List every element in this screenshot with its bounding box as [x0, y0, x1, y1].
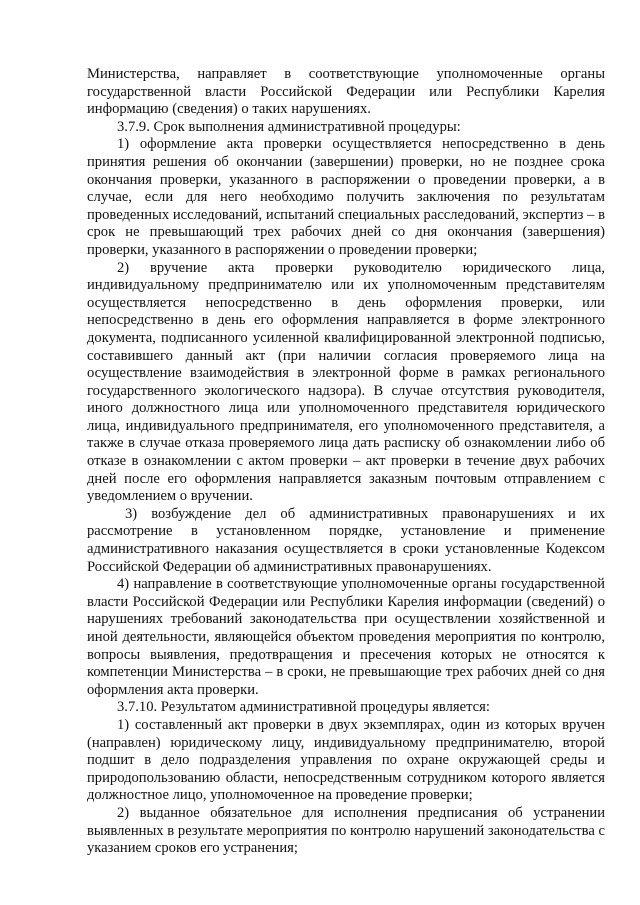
document-page	[87, 66, 605, 858]
paragraph-item-1-act-registration: 1) оформление акта проверки осуществляется непосредственно в день принятия решения об окончании (завершении) проверки, но не позднее срока окончания проверки, указанного в распоряжении о проведении проверки, а в случае, если для него необходимо получить заключения по результатам проведенных исследований, испытаний специальных расследований, экспертиз – в срок не превышающий трех рабочих дней со дня окончания (завершения) проверки, указанного в распоряжении о проведении проверки;	[87, 136, 605, 258]
paragraph-section-3-7-9: 3.7.9. Срок выполнения административной процедуры:	[117, 118, 461, 135]
paragraph-result-item-2: 2) выданное обязательное для исполнения предписания об устранении выявленных в результате мероприятия по контролю нарушений законодательства с указанием сроков его устранения;	[87, 804, 605, 857]
paragraph-item-3-administrative-cases: 3) возбуждение дел об административных правонарушениях и их рассмотрение в установленном порядке, установление и применение административного наказания осуществляется в сроки установленные Кодексом Российской Федерации об административных правонарушениях.	[87, 505, 605, 575]
paragraph-result-item-1: 1) составленный акт проверки в двух экземплярах, один из которых вручен (направлен) юридическому лицу, индивидуальному предпринимателю, второй подшит в дело подразделения управления по охране окружающей среды и природопользованию области, непосредственным сотрудником которого является должностное лицо, уполномоченное на проведение проверки;	[87, 716, 605, 804]
paragraph-intro-continuation: Министерства, направляет в соответствующие уполномоченные органы государственной власти Российской Федерации или Республики Карелия информацию (сведения) о таких нарушениях.	[87, 66, 605, 118]
paragraph-item-4-information-transfer: 4) направление в соответствующие уполномоченные органы государственной власти Российской Федерации или Республики Карелия информации (сведений) о нарушениях требований законодательства при осуществлении хозяйственной и иной деятельности, являющейся объектом проведения мероприятия по контролю, вопросы выявления, предотвращения и пресечения которых не относятся к компетенции Министерства – в сроки, не превышающие трех рабочих дней со дня оформления акта проверки.	[87, 576, 605, 698]
paragraph-item-2-act-delivery: 2) вручение акта проверки руководителю юридического лица, индивидуальному предпринимателю или их уполномоченным представителям осуществляется непосредственно в день оформления проверки, или непосредственно в день его оформления направляется в форме электронного документа, подписанного усиленной квалифицированной электронной подписью, составившего данный акт (при наличии согласия проверяемого лица на осуществление взаимодействия в электронной форме в рамках регионального государственного экологического надзора). В случае отсутствия руководителя, иного должностного лица или уполномоченного представителя юридического лица, индивидуального предпринимателя, его уполномоченного представителя, а также в случае отказа проверяемого лица дать расписку об ознакомлении либо об отказе в ознакомлении с актом проверки – акт проверки в течение двух рабочих дней после его оформления направляется заказным почтовым отправлением с уведомлением о вручении.	[87, 259, 605, 505]
paragraph-section-3-7-10: 3.7.10. Результатом административной процедуры является:	[117, 699, 490, 716]
